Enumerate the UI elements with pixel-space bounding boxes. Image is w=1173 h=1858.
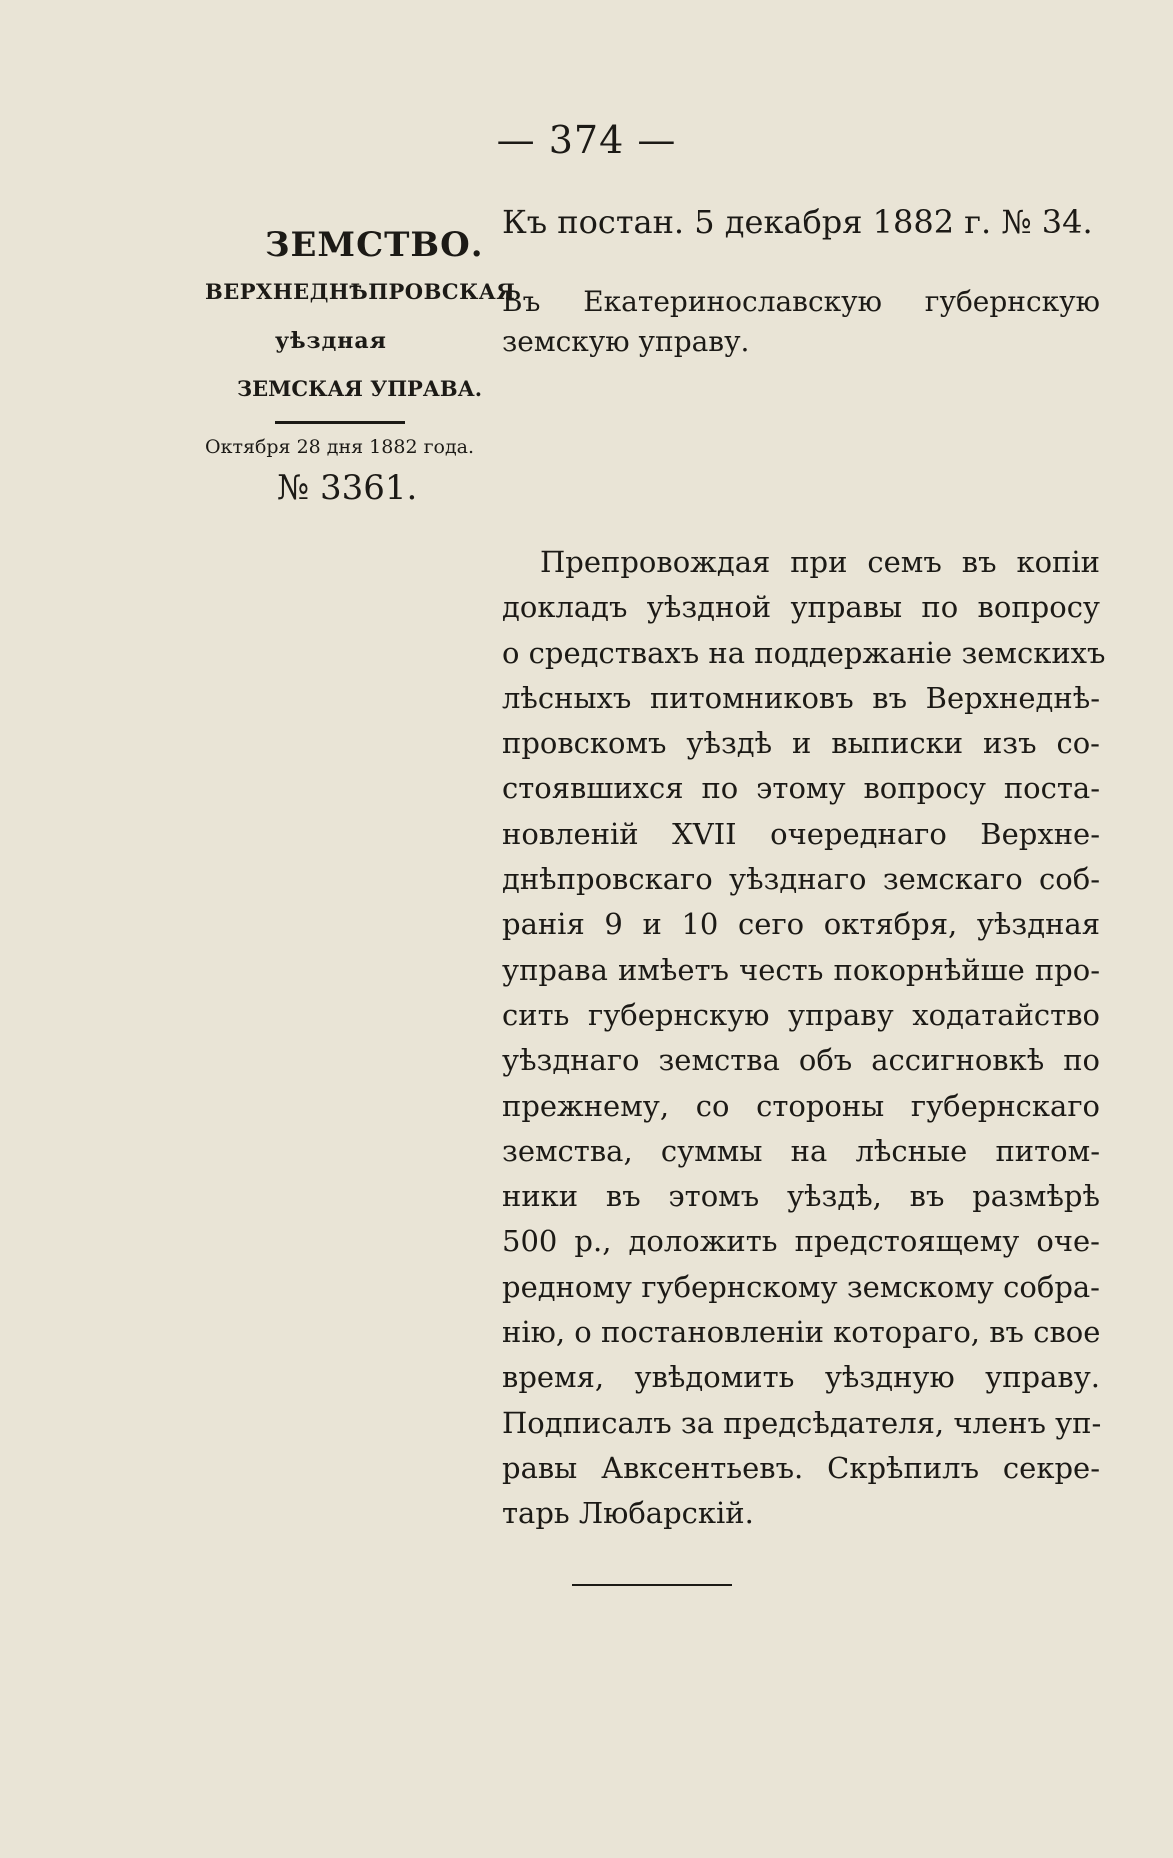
body-line: ники въ этомъ уѣздѣ, въ размѣрѣ: [502, 1179, 1100, 1214]
body-line: редному губернскому земскому собра-: [502, 1269, 1100, 1304]
letter-number: № 3361.: [277, 468, 418, 508]
body-line: нію, о постановленіи котораго, въ свое: [502, 1315, 1101, 1350]
body-line: земства, суммы на лѣсные питом-: [502, 1133, 1100, 1168]
body-line: сить губернскую управу ходатайство: [502, 997, 1100, 1032]
body-line: Препровождая при семъ въ копіи: [540, 545, 1100, 579]
body-line: лѣсныхъ питомниковъ въ Верхнеднѣ-: [502, 680, 1100, 715]
zemstvo-title: ЗЕМСТВО.: [265, 225, 484, 265]
body-line: новленій XVII очереднаго Верхне-: [502, 816, 1100, 851]
body-line: тарь Любарскій.: [502, 1496, 754, 1531]
strike-line: [275, 421, 405, 424]
body-line: Подписалъ за предсѣдателя, членъ уп-: [502, 1405, 1102, 1440]
body-line: докладъ уѣздной управы по вопросу: [502, 590, 1100, 625]
page-number: — 374 —: [496, 118, 677, 162]
body-line: днѣпровскаго уѣзднаго земскаго соб-: [502, 862, 1100, 897]
body-line: провскомъ уѣздѣ и выписки изъ со-: [502, 726, 1100, 761]
board-label: ЗЕМСКАЯ УПРАВА.: [237, 376, 483, 401]
resolution-header: Къ постан. 5 декабря 1882 г. № 34.: [502, 203, 1093, 241]
district-name: ВЕРХНЕДНѢПРОВСКАЯ: [205, 279, 516, 304]
sender-block: [205, 225, 516, 508]
letter-date: Октября 28 дня 1882 года.: [205, 436, 475, 458]
body-line: время, увѣдомить уѣздную управу.: [502, 1360, 1100, 1395]
uyezd-label: уѣздная: [275, 328, 387, 354]
body-line: 500 р., доложить предстоящему оче-: [502, 1224, 1100, 1259]
body-line: стоявшихся по этому вопросу поста-: [502, 771, 1100, 806]
body-line: уѣзднаго земства объ ассигновкѣ по: [502, 1043, 1100, 1078]
letter-body: [502, 540, 1106, 1537]
addressee-line-2: земскую управу.: [502, 325, 750, 358]
body-line: прежнему, со стороны губернскаго: [502, 1088, 1100, 1123]
body-line: о средствахъ на поддержаніе земскихъ: [502, 635, 1106, 670]
body-line: управа имѣетъ честь покорнѣйше про-: [502, 952, 1100, 987]
addressee-block: [502, 282, 1100, 362]
closing-rule: [572, 1584, 732, 1586]
addressee-line-1: Въ Екатеринославскую губернскую: [502, 285, 1100, 318]
body-line: ранія 9 и 10 сего октября, уѣздная: [502, 907, 1100, 942]
body-line: равы Авксентьевъ. Скрѣпилъ секре-: [502, 1450, 1100, 1485]
